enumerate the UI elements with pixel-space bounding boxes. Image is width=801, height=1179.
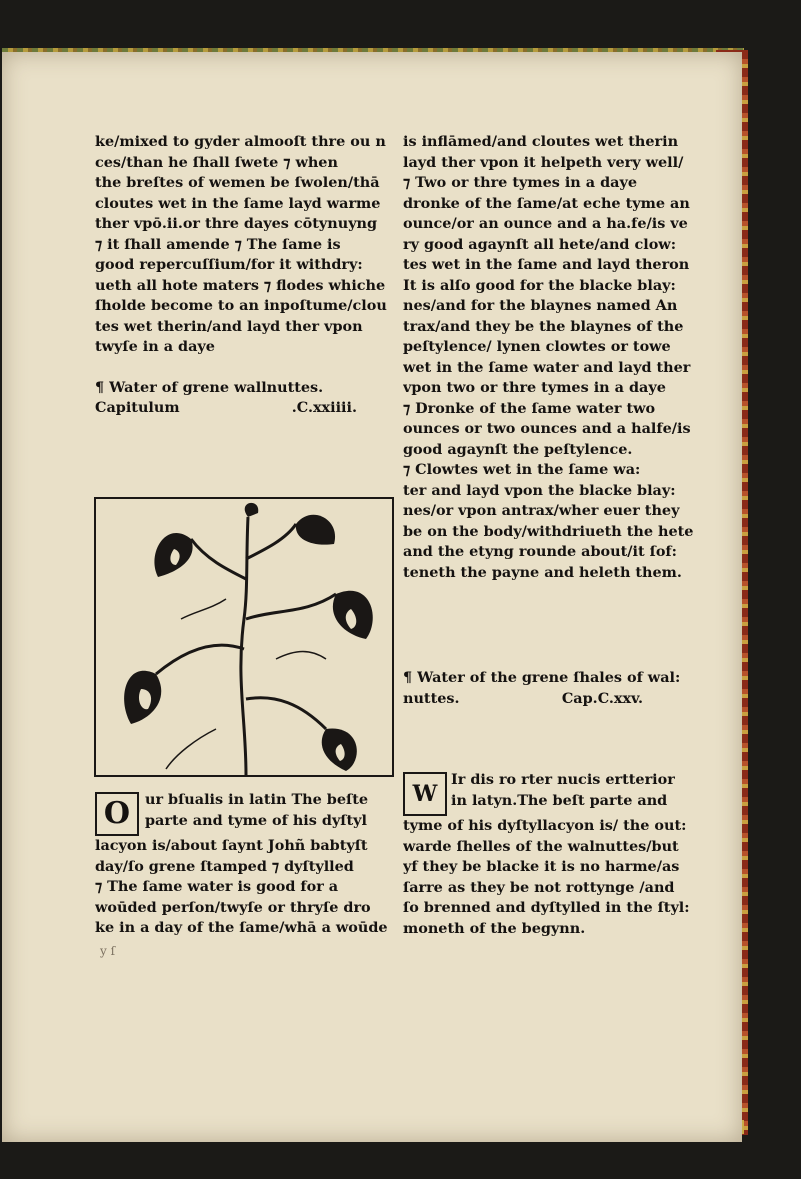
left-lower-text xyxy=(95,790,391,939)
text-line: twyſe in a daye xyxy=(95,338,215,355)
text-line: ter and layd vpon the blacke blay: xyxy=(403,481,676,499)
text-line: ſo brenned and dyſtylled in the ſtyl: xyxy=(403,899,690,916)
decorated-initial: O xyxy=(95,792,139,836)
text-line: ur bſualis in latin The beſte xyxy=(145,791,369,808)
text-line: day/ſo grene ſtamped ⁊ dyſtylled xyxy=(95,857,354,875)
text-line: It is alſo good for the blacke blay: xyxy=(403,276,676,294)
chapter-label: Cap.C.xxv. xyxy=(561,689,643,707)
left-column xyxy=(95,132,391,419)
text-line: ⁊ Two or thre tymes in a daye xyxy=(403,174,638,191)
section-heading-continued: nuttes. xyxy=(403,689,460,707)
text-line: ſholde become to an inpoſtume/clou xyxy=(95,297,387,314)
text-line: the breſtes of wemen be ſwolen/thā xyxy=(95,174,380,191)
text-line: dronke of the ſame/at eche tyme an xyxy=(403,194,690,212)
text-line: nes/or vpon antrax/wher euer they xyxy=(403,502,680,519)
section-heading: ¶ Water of grene wallnuttes. xyxy=(95,378,324,396)
text-line: ther vpō.ii.or thre dayes cōtynuyng xyxy=(95,215,378,232)
text-line: trax/and they be the blaynes of the xyxy=(403,317,684,335)
woodcut-illustration xyxy=(94,497,394,777)
text-line: good repercuſſium/for it withdry: xyxy=(95,256,363,273)
text-line: ounces or two ounces and a halfe/is xyxy=(403,420,691,437)
section-heading: ¶ Water of the grene ſhales of wal: xyxy=(403,669,681,686)
margin-note: y ſ xyxy=(100,944,116,958)
text-line: ces/than he ſhall ſwete ⁊ when xyxy=(95,153,338,171)
text-line: woūded perſon/twyſe or thryſe dro xyxy=(95,898,371,916)
text-line: layd ther vpon it helpeth very well/ xyxy=(403,153,684,171)
text-line: tes wet therin/and layd ther vpon xyxy=(95,317,363,335)
text-line: ounce/or an ounce and a ha.fe/is ve xyxy=(403,215,688,232)
text-line: peſtylence/ lynen clowtes or towe xyxy=(403,338,671,355)
decorated-initial: W xyxy=(403,772,447,816)
chapter-number: .C.xxiiii. xyxy=(291,399,357,416)
walnut-plant-icon xyxy=(96,499,392,775)
text-line: lacyon is/about ſaynt Johñ babtyſt xyxy=(95,837,368,854)
text-line: is inflāmed/and cloutes wet therin xyxy=(403,133,679,150)
right-lower-text xyxy=(403,770,703,939)
text-line: parte and tyme of his dyſtyl xyxy=(145,811,367,829)
text-line: teneth the payne and heleth them. xyxy=(403,563,682,581)
text-line: ke in a day of the ſame/whā a woūde xyxy=(95,919,388,936)
text-line: ſarre as they be not rottynge /and xyxy=(403,878,675,896)
chapter-line xyxy=(95,398,391,419)
text-line: and the etyng rounde about/it ſof: xyxy=(403,543,677,560)
text-line: vpon two or thre tymes in a daye xyxy=(403,379,666,396)
text-line: tyme of his dyſtyllacyon is/ the out: xyxy=(403,817,687,834)
text-line: ⁊ it ſhall amende ⁊ The ſame is xyxy=(95,235,341,253)
text-line: tes wet in the ſame and layd theron xyxy=(403,256,690,273)
left-top-text xyxy=(95,132,391,358)
text-line: ueth all hote maters ⁊ flodes whiche xyxy=(95,276,386,294)
text-line: yf they be blacke it is no harme/as xyxy=(403,858,680,875)
text-line: good agaynſt the peſtylence. xyxy=(403,440,633,458)
right-column xyxy=(403,132,703,583)
text-line: moneth of the begynn. xyxy=(403,919,586,937)
text-line: cloutes wet in the ſame layd warme xyxy=(95,194,381,212)
text-line: wet in the ſame water and layd ther xyxy=(403,358,691,376)
right-section-heading-block xyxy=(403,668,703,709)
text-line: ⁊ The ſame water is good for a xyxy=(95,878,339,895)
text-line: be on the body/withdriueth the hete xyxy=(403,522,694,540)
text-line: warde ſhelles of the walnuttes/but xyxy=(403,837,679,855)
chapter-label: Capitulum xyxy=(95,399,180,416)
text-line: in latyn.The beſt parte and xyxy=(451,791,668,809)
text-line: ry good agaynſt all hete/and clow: xyxy=(403,235,677,253)
chapter-line xyxy=(403,689,703,710)
text-line: ke/mixed to gyder almooſt thre ou n xyxy=(95,133,386,150)
text-line: ⁊ Dronke of the ſame water two xyxy=(403,399,656,417)
text-line: nes/and for the blaynes named An xyxy=(403,297,678,314)
text-line: ⁊ Clowtes wet in the ſame wa: xyxy=(403,461,641,478)
text-line: Ir dis ro rter nucis ertterior xyxy=(451,771,675,788)
